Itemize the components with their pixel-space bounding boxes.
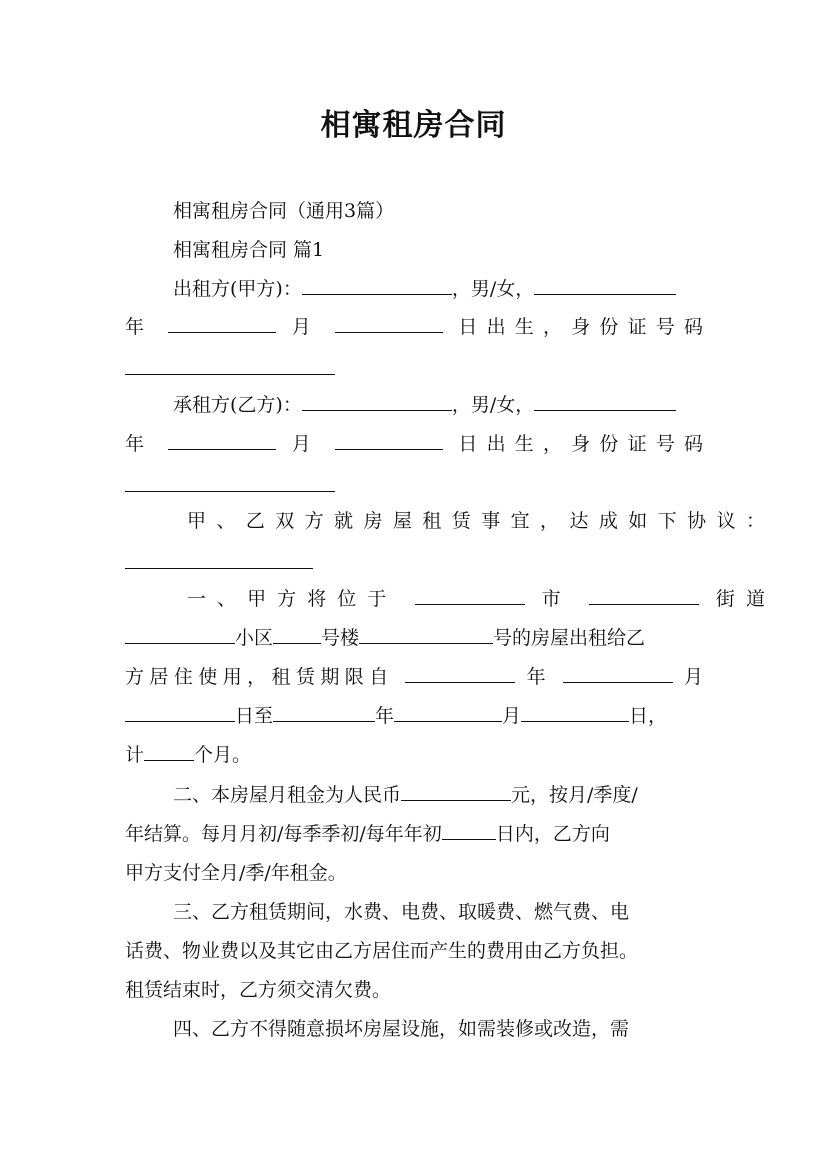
year-blank <box>168 316 276 333</box>
start-day-blank <box>125 705 235 722</box>
city-label: 市 <box>541 588 572 610</box>
end-year-blank <box>273 705 375 722</box>
clause-2-line-3: 甲方支付全月/季/年租金。 <box>125 862 347 884</box>
building-blank <box>273 627 321 644</box>
day-to-label: 日至 <box>235 705 274 727</box>
clause-2-line-2 <box>125 823 703 847</box>
rent-label: 二、本房屋月租金为人民币 <box>173 784 402 806</box>
birth-id-label: 日出生，身份证号码 <box>458 433 703 455</box>
community-label: 小区 <box>235 627 274 649</box>
room-blank <box>359 627 493 644</box>
clause-3-line-3: 租赁结束时，乙方须交清欠费。 <box>125 979 392 1001</box>
term-label: 方居住使用，租赁期限自 <box>125 666 394 688</box>
lessee-id-blank <box>125 491 335 492</box>
lessor-name-blank <box>302 278 452 295</box>
clause-3-line-1: 三、乙方租赁期间，水费、电费、取暖费、燃气费、电 <box>173 901 630 923</box>
year-label: 年 <box>526 666 552 688</box>
clause-4-line-1: 四、乙方不得随意损坏房屋设施，如需装修或改造，需 <box>173 1018 630 1040</box>
clause-1-line-2 <box>125 627 703 651</box>
birth-year-blank <box>534 394 676 411</box>
birth-id-label: 日出生，身份证号码 <box>458 316 703 338</box>
lessee-birth-line <box>125 433 703 457</box>
address-blank <box>415 588 525 605</box>
start-year-blank <box>405 666 515 683</box>
contract-subtitle: 相寓租房合同（通用3篇） <box>173 200 395 222</box>
room-label: 号的房屋出租给乙 <box>493 627 646 649</box>
city-blank <box>589 588 699 605</box>
lessor-id-blank <box>125 374 335 375</box>
agreement-blank <box>125 568 313 569</box>
months-blank <box>144 744 194 761</box>
year-label: 年 <box>125 316 154 338</box>
payment-period-label: 年结算。每月月初/每季季初/每年年初 <box>125 823 442 845</box>
lessor-birth-line <box>125 316 703 340</box>
end-month-blank <box>394 705 502 722</box>
month-label: 月 <box>291 433 320 455</box>
month-label: 月 <box>291 316 320 338</box>
clause-1-line-4 <box>125 705 703 729</box>
gender-label: ，男/女， <box>451 278 535 300</box>
total-label: 计 <box>125 744 145 766</box>
year-blank <box>168 433 276 450</box>
clause-1-line-3 <box>125 666 703 690</box>
rent-blank <box>401 784 511 801</box>
clause-3-line-2: 话费、物业费以及其它由乙方居住而产生的费用由乙方负担。 <box>125 940 639 962</box>
end-day-blank <box>521 705 629 722</box>
payment-days-blank <box>442 823 496 840</box>
clause-1-line-1 <box>125 588 765 612</box>
lessee-line <box>125 394 751 418</box>
document-title: 相寓租房合同 <box>320 108 507 143</box>
contract-part-heading: 相寓租房合同 篇1 <box>173 239 325 261</box>
clause-1-line-5 <box>125 744 703 768</box>
month-blank <box>335 316 443 333</box>
start-month-blank <box>563 666 673 683</box>
payment-days-label: 日内，乙方向 <box>495 823 610 845</box>
month-blank <box>335 433 443 450</box>
birth-year-blank <box>534 278 676 295</box>
lessee-label: 承租方(乙方)： <box>173 394 302 416</box>
clause-2-line-1 <box>125 784 751 808</box>
lessor-line <box>125 278 751 302</box>
building-label: 号楼 <box>321 627 360 649</box>
month-label: 月 <box>502 705 522 727</box>
months-label: 个月。 <box>194 744 252 766</box>
clause-1-text: 一、甲方将位于 <box>187 588 398 610</box>
lessee-name-blank <box>302 394 452 411</box>
month-label: 月 <box>683 666 703 688</box>
settlement-label: 元，按月/季度/ <box>511 784 638 806</box>
day-label: 日， <box>629 705 668 727</box>
year-label: 年 <box>375 705 395 727</box>
gender-label: ，男/女， <box>451 394 535 416</box>
lessor-label: 出租方(甲方)： <box>173 278 302 300</box>
street-label: 街道 <box>715 588 765 610</box>
year-label: 年 <box>125 433 154 455</box>
street-blank <box>125 627 235 644</box>
agreement-line: 甲、乙双方就房屋租赁事宜，达成如下协议： <box>187 510 765 532</box>
